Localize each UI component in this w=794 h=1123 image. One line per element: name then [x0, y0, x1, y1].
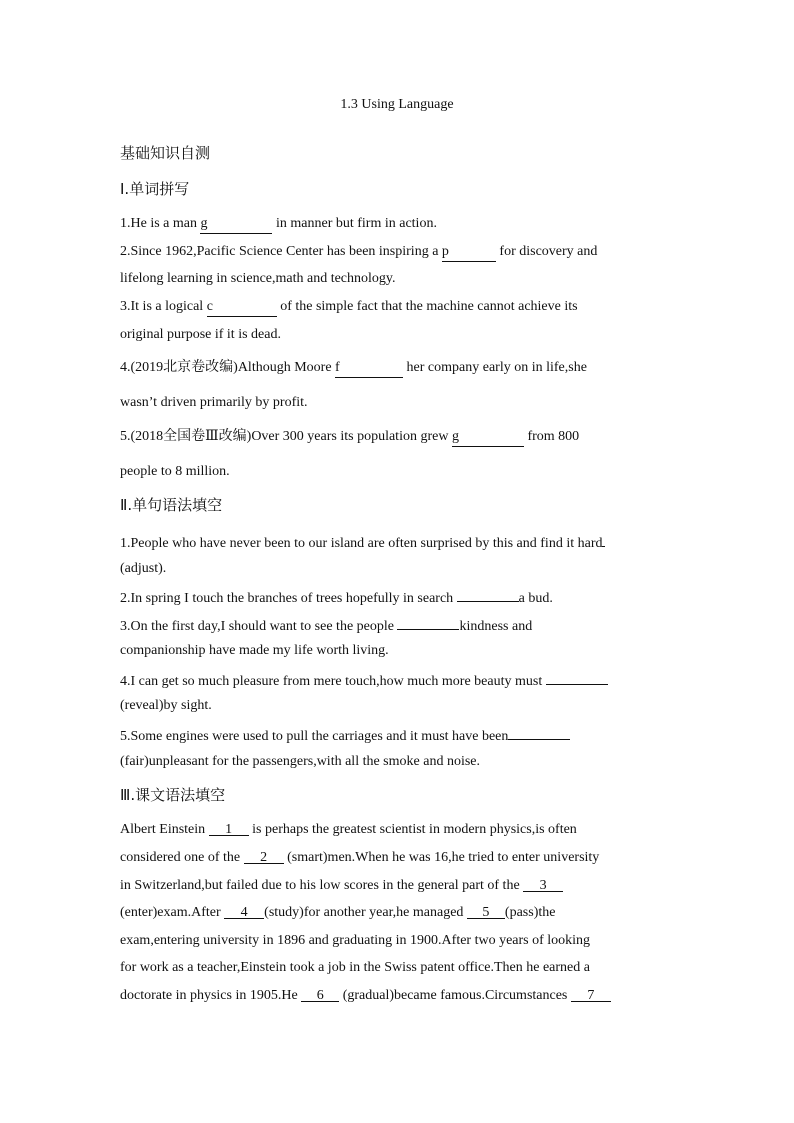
- part2-q2: 2.In spring I touch the branches of trees hopefully in search a bud.: [120, 587, 553, 608]
- part3-line3: in Switzerland,but failed due to his low scores in the general part of the 3: [120, 877, 563, 895]
- answer-blank[interactable]: [397, 615, 459, 630]
- part1-q3-cont: original purpose if it is dead.: [120, 327, 281, 342]
- part1-q2-cont: lifelong learning in science,math and technology.: [120, 271, 396, 286]
- part1-q4: 4.(2019北京卷改编)Although Moore f her company early on in life,she: [120, 359, 587, 378]
- part1-q1: 1.He is a man g in manner but firm in action.: [120, 215, 437, 234]
- part2-heading: Ⅱ.单句语法填空: [120, 496, 223, 514]
- part2-q4: 4.I can get so much pleasure from mere touch,how much more beauty must: [120, 670, 608, 691]
- answer-blank[interactable]: c: [207, 298, 277, 317]
- part2-q4-cont: (reveal)by sight.: [120, 698, 212, 713]
- part2-q1: 1.People who have never been to our island are often surprised by this and find it hard: [120, 532, 605, 553]
- answer-blank-1[interactable]: 1: [209, 821, 249, 836]
- answer-blank-5[interactable]: 5: [467, 904, 505, 919]
- answer-blank[interactable]: g: [200, 215, 272, 234]
- answer-blank[interactable]: [602, 532, 605, 547]
- part3-line5: exam,entering university in 1896 and graduating in 1900.After two years of looking: [120, 933, 591, 948]
- part1-q5: 5.(2018全国卷Ⅲ改编)Over 300 years its population grew g from 800: [120, 428, 579, 447]
- page-title: 1.3 Using Language: [340, 97, 454, 112]
- part1-heading: Ⅰ.单词拼写: [120, 180, 190, 198]
- part3-line4: (enter)exam.After 4 (study)for another year,he managed 5 (pass)the: [120, 905, 556, 920]
- answer-blank[interactable]: g: [452, 428, 524, 447]
- part3-line2: considered one of the 2 (smart)men.When he was 16,he tried to enter university: [120, 850, 600, 865]
- answer-blank-6[interactable]: 6: [301, 987, 339, 1002]
- part1-q3: 3.It is a logical c of the simple fact that the machine cannot achieve its: [120, 298, 578, 317]
- answer-blank[interactable]: [508, 725, 570, 740]
- part1-q2: 2.Since 1962,Pacific Science Center has been inspiring a p for discovery and: [120, 243, 597, 262]
- answer-blank-4[interactable]: 4: [224, 904, 264, 919]
- section-heading: 基础知识自测: [120, 144, 211, 162]
- part3-line6: for work as a teacher,Einstein took a job in the Swiss patent office.Then he earned a: [120, 960, 590, 975]
- answer-blank[interactable]: p: [442, 243, 496, 262]
- part2-q5: 5.Some engines were used to pull the carriages and it must have been: [120, 725, 570, 746]
- answer-blank[interactable]: [546, 670, 608, 685]
- answer-blank-3[interactable]: 3: [523, 877, 563, 892]
- part2-q3: 3.On the first day,I should want to see the people kindness and: [120, 615, 532, 636]
- part1-q4-cont: wasn’t driven primarily by profit.: [120, 395, 308, 410]
- part1-q5-cont: people to 8 million.: [120, 464, 230, 479]
- answer-blank-7[interactable]: 7: [571, 987, 611, 1002]
- answer-blank[interactable]: [457, 587, 519, 602]
- part2-q5-cont: (fair)unpleasant for the passengers,with all the smoke and noise.: [120, 754, 481, 769]
- part3-line1: Albert Einstein 1 is perhaps the greatest scientist in modern physics,is often: [120, 822, 577, 837]
- part2-q1-cont: (adjust).: [120, 561, 167, 576]
- part3-heading: Ⅲ.课文语法填空: [120, 786, 226, 804]
- part3-line7: doctorate in physics in 1905.He 6 (gradual)became famous.Circumstances 7: [120, 987, 611, 1005]
- answer-blank-2[interactable]: 2: [244, 849, 284, 864]
- part2-q3-cont: companionship have made my life worth living.: [120, 643, 389, 658]
- answer-blank[interactable]: f: [335, 359, 403, 378]
